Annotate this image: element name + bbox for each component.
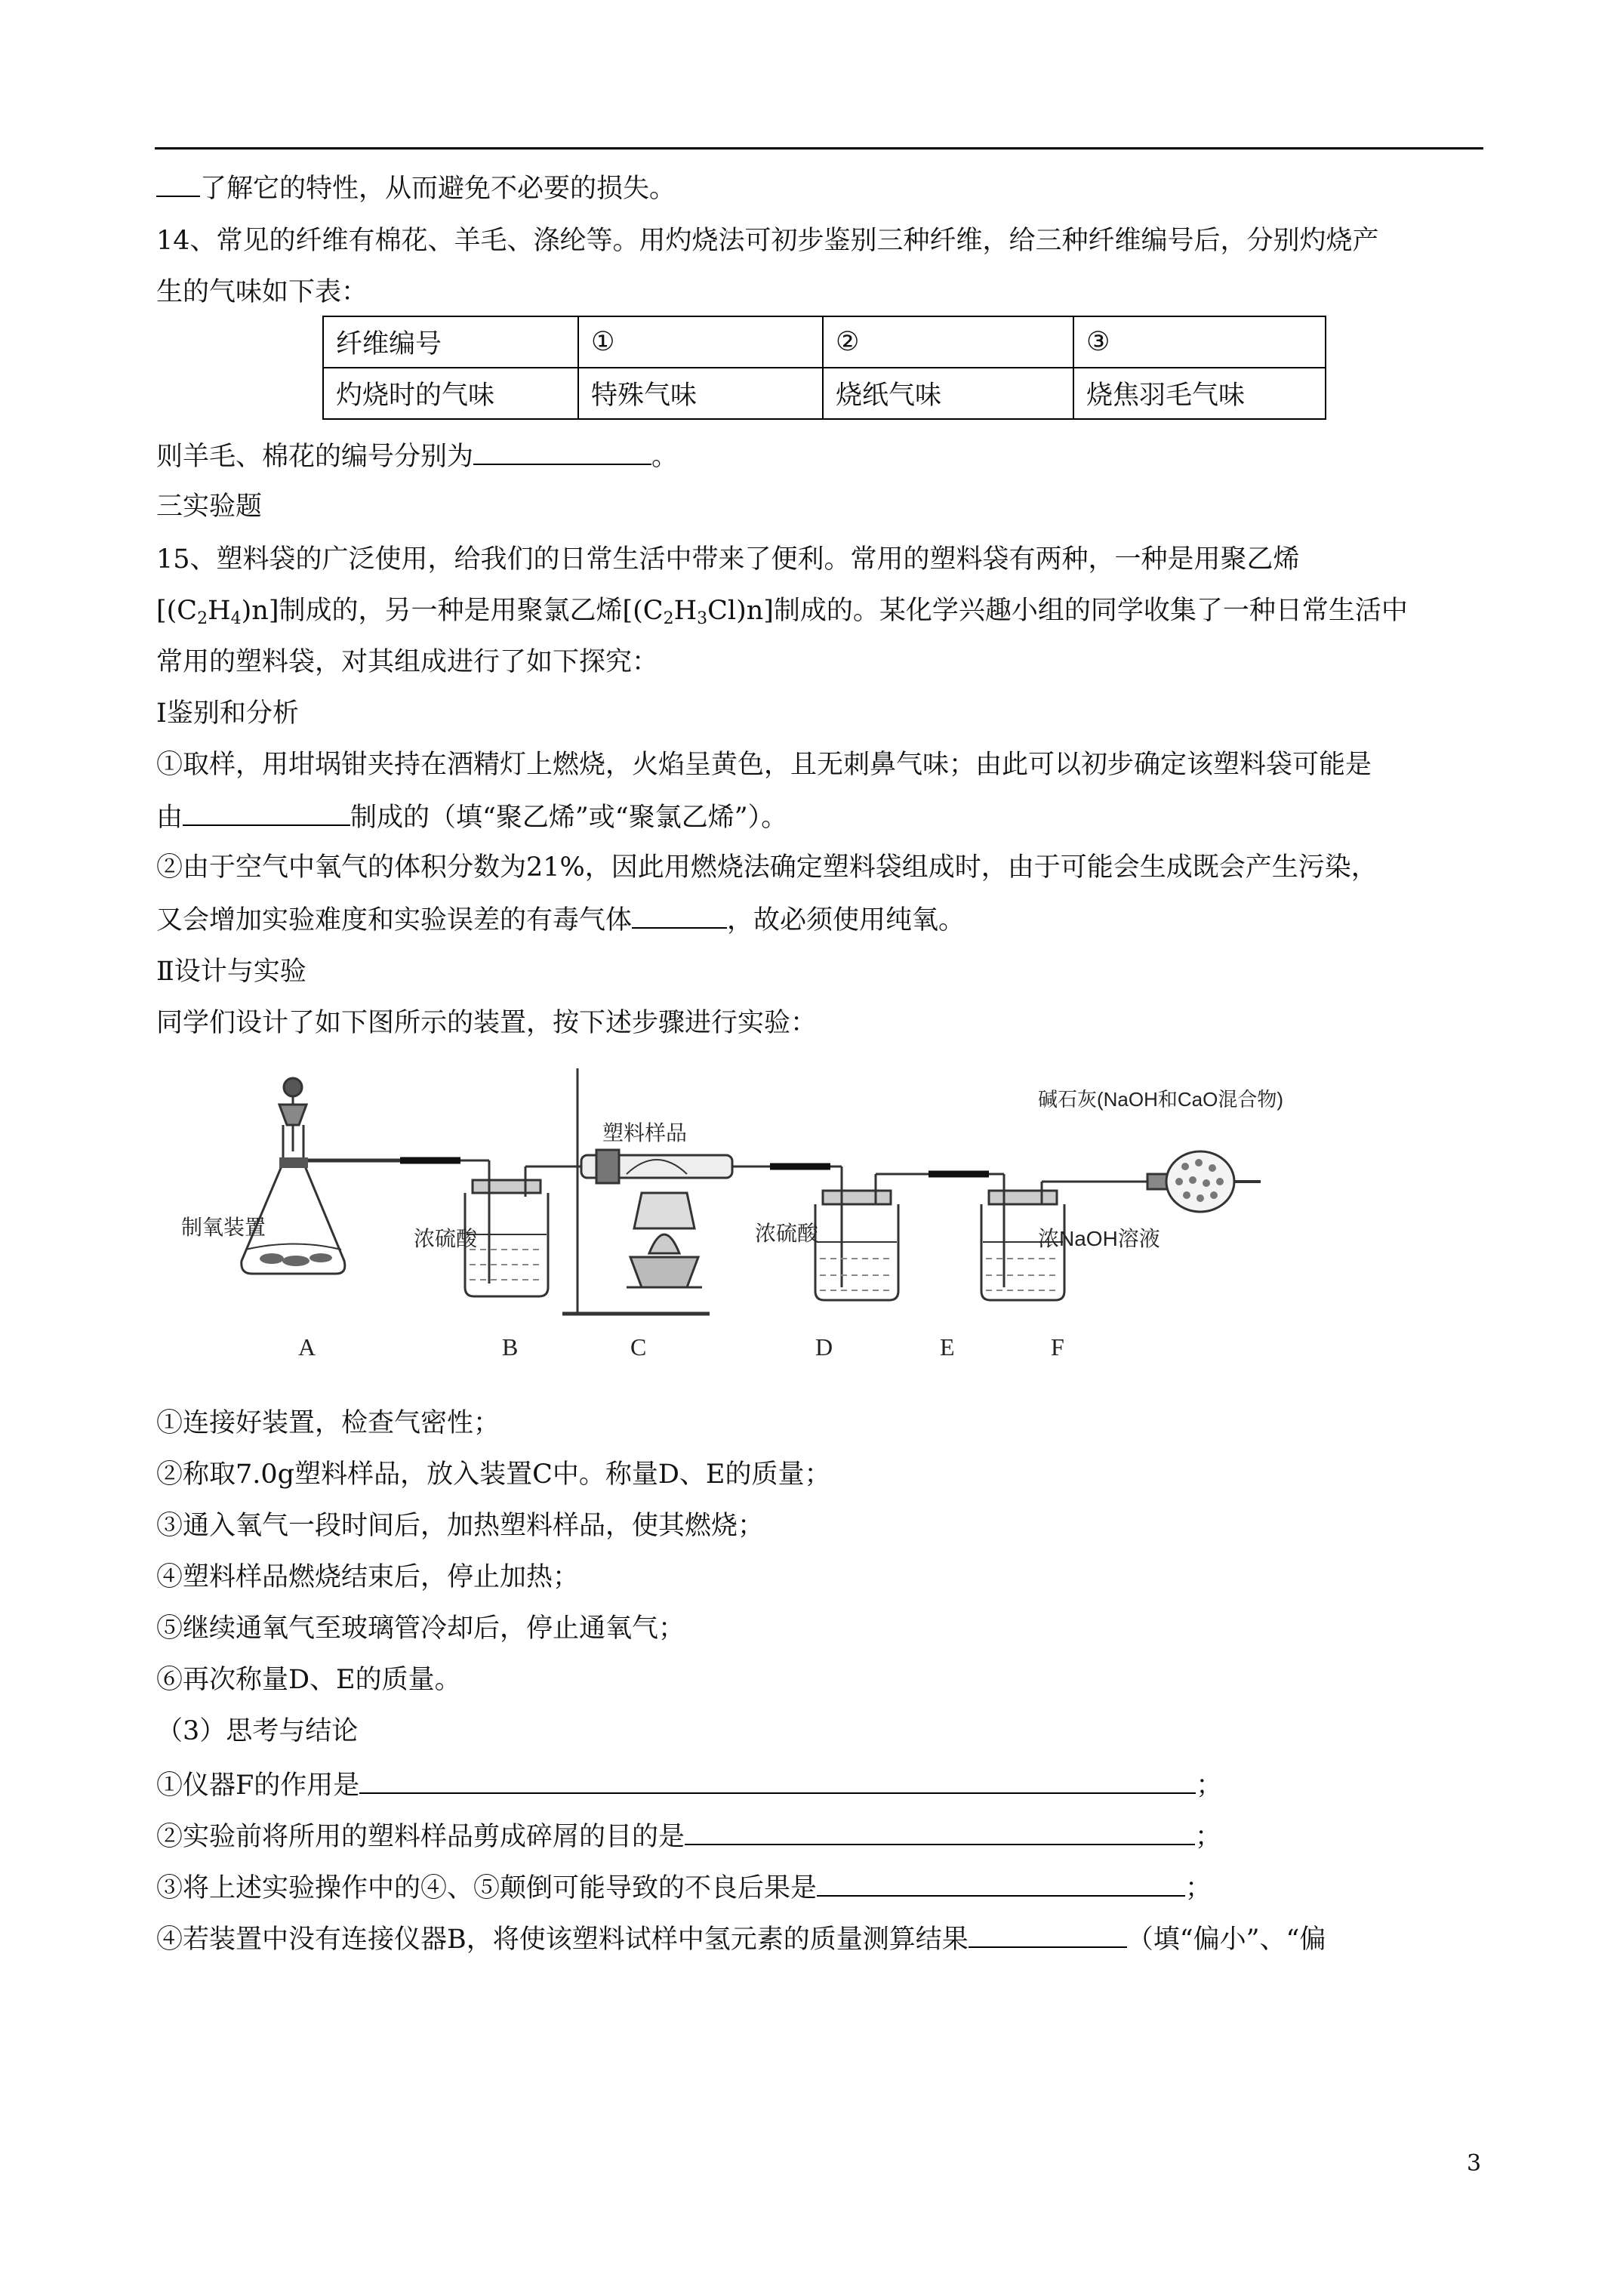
letter-d: D [815, 1333, 833, 1361]
letter-b: B [502, 1333, 519, 1361]
formula-text: Cl)n]制成的。某化学兴趣小组的同学收集了一种日常生活中 [707, 596, 1408, 626]
subscript: 4 [230, 609, 242, 628]
letter-e: E [940, 1333, 955, 1361]
fiber-table [322, 316, 1326, 420]
wash-bottle-d [815, 1166, 929, 1300]
step-5: ⑤继续通氧气至玻璃管冷却后，停止通氧气； [156, 1613, 685, 1644]
item-suffix: ； [1195, 1822, 1222, 1852]
letter-f: F [1051, 1333, 1064, 1361]
step-3: ③通入氧气一段时间后，加热塑料样品，使其燃烧； [156, 1511, 765, 1541]
part1-item2-line2 [156, 901, 965, 938]
fiber-table-cell: 烧焦羽毛气味 [1073, 368, 1326, 419]
fiber-table-cell: ③ [1073, 316, 1326, 368]
formula-text: H [673, 596, 698, 626]
letter-c: C [630, 1333, 647, 1361]
item-prefix: ④若装置中没有连接仪器B，将使该塑料试样中氢元素的质量测算结果 [156, 1925, 969, 1955]
part1-item1-line1: ①取样，用坩埚钳夹持在酒精灯上燃烧，火焰呈黄色，且无刺鼻气味；由此可以初步确定该塑料袋可能是 [156, 750, 1372, 780]
header-rule [155, 147, 1483, 149]
q15-line-1: 15、塑料袋的广泛使用，给我们的日常生活中带来了便利。常用的塑料袋有两种，一种是用聚乙烯 [156, 544, 1300, 575]
label-sulfuric-acid-b: 浓硫酸 [414, 1227, 478, 1250]
part2-intro: 同学们设计了如下图所示的装置，按下述步骤进行实验： [156, 1008, 818, 1038]
hydrogen-result-blank[interactable] [969, 1921, 1127, 1948]
wash-bottle-b [460, 1160, 581, 1296]
q14-line-2: 生的气味如下表： [156, 277, 368, 307]
label-oxygen-generator: 制氧装置 [181, 1216, 266, 1239]
page-number: 3 [1467, 2150, 1482, 2177]
item-prefix: 又会增加实验难度和实验误差的有毒气体 [156, 905, 633, 935]
q14-answer-line [156, 438, 678, 474]
item-suffix: ； [1185, 1873, 1212, 1903]
label-plastic-sample: 塑料样品 [602, 1121, 688, 1145]
polymer-answer-blank[interactable] [183, 799, 350, 826]
step-4: ④塑料样品燃烧结束后，停止加热； [156, 1562, 580, 1592]
apparatus-diagram [174, 1061, 1284, 1378]
shred-purpose-blank[interactable] [685, 1818, 1195, 1845]
q14-line-1: 14、常见的纤维有棉花、羊毛、涤纶等。用灼烧法可初步鉴别三种纤维，给三种纤维编号后，分别灼烧产 [156, 226, 1379, 256]
step-6: ⑥再次称量D、E的质量。 [156, 1665, 461, 1695]
item-suffix: 制成的（填“聚乙烯”或“聚氯乙烯”）。 [350, 803, 788, 833]
formula-text: H [208, 596, 231, 626]
toxic-gas-blank[interactable] [632, 901, 727, 929]
label-soda-lime: 碱石灰(NaOH和CaO混合物) [1038, 1088, 1284, 1111]
label-sulfuric-acid-d: 浓硫酸 [755, 1222, 819, 1245]
conclusion-3 [156, 1869, 1212, 1906]
subscript: 2 [197, 609, 208, 628]
label-naoh-solution: 浓NaOH溶液 [1038, 1227, 1160, 1250]
carryover-line [156, 170, 676, 206]
formula-text: )n]制成的，另一种是用聚氯乙烯[(C [241, 596, 664, 626]
q14-answer-blank[interactable] [473, 438, 651, 465]
fiber-table-cell: 烧纸气味 [823, 368, 1073, 419]
instrument-f-purpose-blank[interactable] [359, 1767, 1196, 1794]
formula-text: [(C [156, 596, 198, 626]
part1-item2-line1: ②由于空气中氧气的体积分数为21%，因此用燃烧法确定塑料袋组成时，由于可能会生成既会产生污染， [156, 852, 1378, 883]
section-title: 三实验题 [156, 492, 263, 522]
part3-title: （3）思考与结论 [156, 1716, 359, 1746]
conclusion-1 [156, 1767, 1222, 1803]
fiber-table-cell: 纤维编号 [323, 316, 578, 368]
combustion-tube-c [562, 1068, 778, 1314]
drying-tube-f [1147, 1151, 1261, 1212]
subscript: 2 [663, 609, 674, 628]
carryover-blank[interactable] [156, 170, 200, 197]
fiber-table-cell: 灼烧时的气味 [323, 368, 578, 419]
part2-title: Ⅱ设计与实验 [156, 957, 306, 987]
q15-line-2 [156, 593, 1408, 636]
fiber-table-cell: ① [578, 316, 823, 368]
part1-item1-line2 [156, 799, 787, 835]
item-suffix: （填“偏小”、“偏 [1126, 1925, 1326, 1955]
subscript: 3 [697, 609, 708, 628]
item-prefix: 由 [156, 803, 183, 833]
conclusion-4 [156, 1921, 1326, 1957]
flask-solid [260, 1253, 332, 1266]
conclusion-2 [156, 1818, 1221, 1854]
fiber-table-row [323, 316, 1326, 368]
item-suffix: ； [1196, 1771, 1223, 1801]
item-suffix: ，故必须使用纯氧。 [727, 905, 965, 935]
q15-line-3: 常用的塑料袋，对其组成进行了如下探究： [156, 647, 659, 677]
q14-answer-prefix: 则羊毛、棉花的编号分别为 [156, 442, 474, 472]
fiber-table-cell: ② [823, 316, 1073, 368]
item-prefix: ①仪器F的作用是 [156, 1771, 360, 1801]
consequence-blank[interactable] [817, 1869, 1185, 1897]
fiber-table-cell: 特殊气味 [578, 368, 823, 419]
item-prefix: ②实验前将所用的塑料样品剪成碎屑的目的是 [156, 1822, 685, 1852]
oxygen-generator-flask [242, 1078, 408, 1274]
q14-answer-suffix: 。 [651, 442, 679, 472]
step-1: ①连接好装置，检查气密性； [156, 1408, 500, 1438]
item-prefix: ③将上述实验操作中的④、⑤颠倒可能导致的不良后果是 [156, 1873, 818, 1903]
step-2: ②称取7.0g塑料样品，放入装置C中。称量D、E的质量； [156, 1459, 831, 1490]
carryover-text: 了解它的特性，从而避免不必要的损失。 [200, 174, 676, 204]
part1-title: Ⅰ鉴别和分析 [156, 698, 299, 729]
letter-a: A [298, 1333, 316, 1361]
fiber-table-row [323, 368, 1326, 419]
